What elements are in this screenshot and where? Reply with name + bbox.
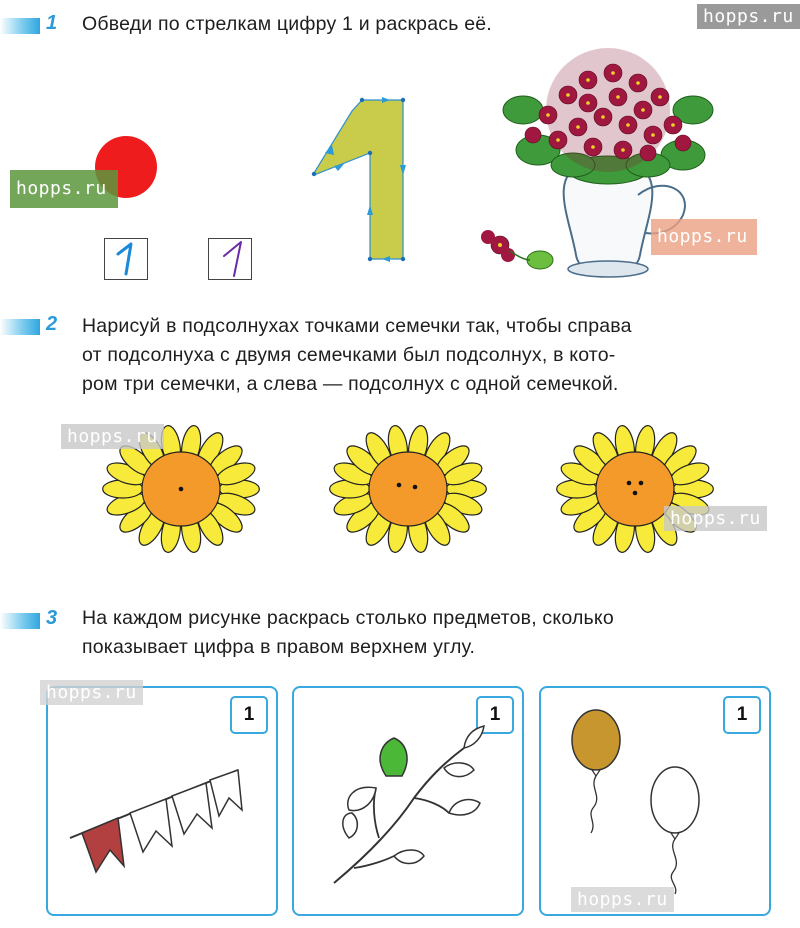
- leaf-colored: [380, 738, 407, 776]
- task-2-line: от подсолнуха с двумя семечками был подсолнух, в кото-: [82, 344, 616, 366]
- watermark: hopps.ru: [61, 424, 164, 449]
- watermark: hopps.ru: [651, 219, 757, 255]
- task-2-line: Нарисуй в подсолнухах точками семечки так, чтобы справа: [82, 315, 632, 337]
- watermark: hopps.ru: [697, 4, 800, 29]
- watermark: hopps.ru: [664, 506, 767, 531]
- balloon-colored: [572, 710, 620, 770]
- watermark: hopps.ru: [10, 170, 118, 208]
- big-digit-one: [300, 95, 420, 265]
- sample-digit-1: [104, 238, 148, 280]
- task-1-stripe: [0, 18, 40, 34]
- sunflower-seed: [179, 487, 184, 492]
- task-3-number: 3: [46, 607, 58, 629]
- sunflower-seed: [413, 485, 418, 490]
- sunflower-seed: [627, 481, 632, 486]
- task-2-stripe: [0, 319, 40, 335]
- card-badge: 1: [723, 696, 761, 734]
- task-3-line: показывает цифра в правом верхнем углу.: [82, 636, 476, 658]
- card-balloons: [539, 686, 771, 916]
- sunflower-seed: [639, 481, 644, 486]
- task-3-line: На каждом рисунке раскрась столько предметов, сколько: [82, 607, 614, 629]
- bunting-flags: [48, 688, 276, 914]
- watermark: hopps.ru: [571, 887, 674, 912]
- watermark: hopps.ru: [40, 680, 143, 705]
- sunflower-3: [540, 413, 730, 565]
- task-2-text: [82, 312, 772, 399]
- fallen-violet: [481, 230, 553, 269]
- card-leaves: [292, 686, 524, 916]
- task-2-line: ром три семечки, а слева — подсолнух с одной семечкой.: [82, 373, 619, 395]
- card-flags: [46, 686, 278, 916]
- sunflower-drawing: [313, 413, 503, 565]
- sunflower-drawing: [540, 413, 730, 565]
- sunflower-2: [313, 413, 503, 565]
- task-1-number: 1: [46, 12, 58, 34]
- branch-with-leaves: [294, 688, 522, 914]
- task-3-stripe: [0, 613, 40, 629]
- card-badge: 1: [476, 696, 514, 734]
- card-badge: 1: [230, 696, 268, 734]
- task-2-number: 2: [46, 313, 58, 335]
- task-3-text: [82, 604, 772, 662]
- sunflower-center: [369, 452, 447, 526]
- sunflower-seed: [633, 491, 638, 496]
- task-1-text: Обведи по стрелкам цифру 1 и раскрась её.: [82, 13, 492, 35]
- sunflower-seed: [397, 483, 402, 488]
- sample-digit-2: [208, 238, 252, 280]
- balloons: [541, 688, 769, 914]
- flag-colored: [82, 818, 124, 872]
- sunflower-center: [596, 452, 674, 526]
